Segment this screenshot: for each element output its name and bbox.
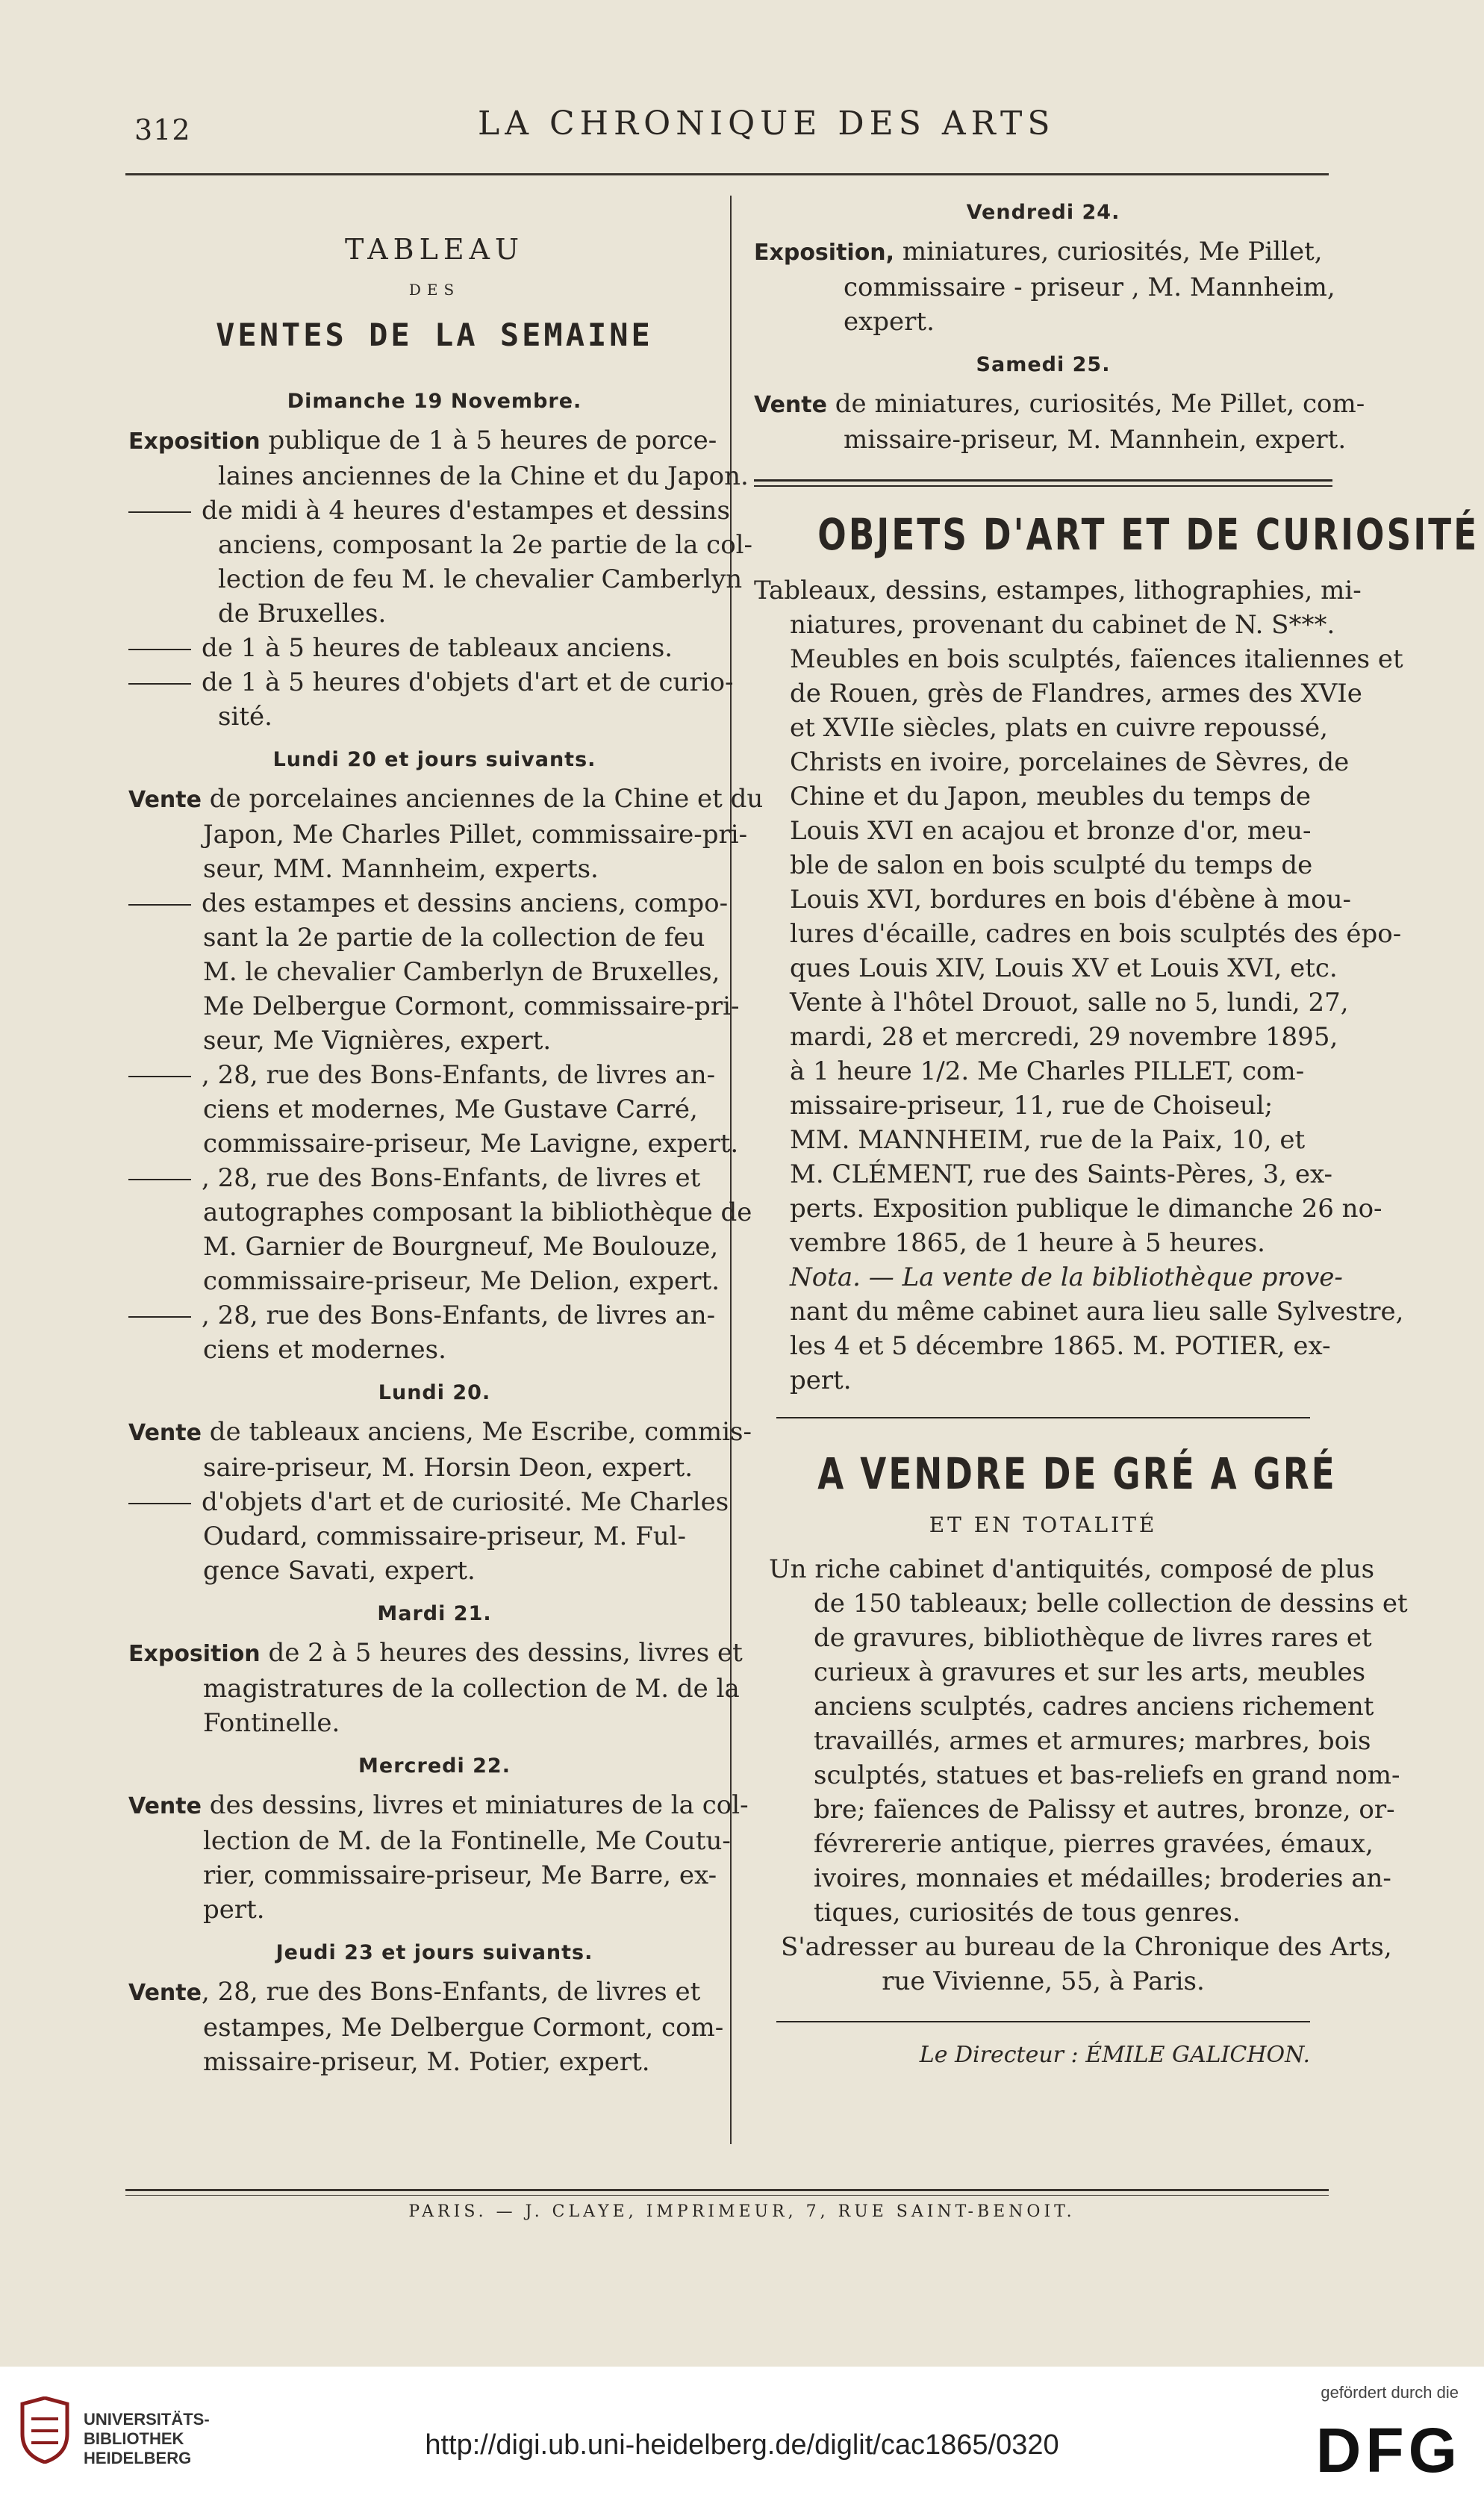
entry-line: pert. bbox=[203, 1895, 265, 1925]
entry-line: gence Savati, expert. bbox=[203, 1556, 476, 1586]
running-header bbox=[90, 99, 1329, 151]
day-heading: Lundi 20 et jours suivants. bbox=[272, 748, 596, 771]
ditto-dash bbox=[128, 904, 191, 906]
library-footer-bar bbox=[0, 2367, 1484, 2498]
entry-line: Japon, Me Charles Pillet, commissaire-pri- bbox=[203, 820, 748, 850]
entry-line: lection de feu M. le chevalier Camberlyn bbox=[218, 564, 743, 594]
entry-line: Exposition, miniatures, curiosités, Me Pillet, bbox=[754, 237, 1323, 267]
day-heading: Mercredi 22. bbox=[358, 1754, 511, 1778]
body-line: pert. bbox=[790, 1365, 852, 1395]
entry-line: commissaire-priseur, Me Lavigne, expert. bbox=[203, 1129, 739, 1159]
entry-label: Vente bbox=[754, 392, 827, 418]
entry-line: Vente de tableaux anciens, Me Escribe, commis- bbox=[128, 1417, 752, 1447]
dfg-logo: DFG bbox=[1315, 2415, 1462, 2485]
printer-imprint: PARIS. — J. CLAYE, IMPRIMEUR, 7, RUE SAINT-BENOIT. bbox=[408, 2202, 1076, 2221]
entry-line: Vente des dessins, livres et miniatures de la col- bbox=[128, 1790, 749, 1820]
body-line: Louis XVI en acajou et bronze d'or, meu- bbox=[790, 816, 1312, 846]
footer-rule-thin bbox=[125, 2195, 1329, 2196]
body-line: M. CLÉMENT, rue des Saints-Pères, 3, ex- bbox=[790, 1159, 1333, 1189]
body-line: MM. MANNHEIM, rue de la Paix, 10, et bbox=[790, 1125, 1306, 1155]
entry-line: ciens et modernes, Me Gustave Carré, bbox=[203, 1094, 698, 1124]
entry-line: Me Delbergue Cormont, commissaire-pri- bbox=[203, 991, 740, 1021]
body-line: niatures, provenant du cabinet de N. S***. bbox=[790, 610, 1335, 640]
body-line: Louis XVI, bordures en bois d'ébène à mou- bbox=[790, 885, 1351, 915]
body-line: et XVIIe siècles, plats en cuivre repoussé, bbox=[790, 713, 1328, 743]
left-column bbox=[128, 187, 764, 2079]
entry-label: Exposition bbox=[128, 429, 261, 455]
entry-line: , 28, rue des Bons-Enfants, de livres an- bbox=[128, 1298, 741, 1333]
entry-line: missaire-priseur, M. Mannhein, expert. bbox=[844, 425, 1347, 455]
entry-line: saire-priseur, M. Horsin Deon, expert. bbox=[203, 1453, 693, 1483]
ditto-dash bbox=[128, 1076, 191, 1077]
entry-line: M. le chevalier Camberlyn de Bruxelles, bbox=[203, 957, 720, 987]
entry-line: de Bruxelles. bbox=[218, 599, 387, 629]
body-line: ble de salon en bois sculpté du temps de bbox=[790, 850, 1313, 880]
ditto-dash bbox=[128, 1316, 191, 1318]
entry-line: de midi à 4 heures d'estampes et dessins bbox=[128, 493, 741, 528]
body-line: missaire-priseur, 11, rue de Choiseul; bbox=[790, 1091, 1273, 1121]
entry-label: Vente bbox=[128, 787, 202, 813]
entry-label: Exposition bbox=[128, 1641, 261, 1667]
section-title-ventes: VENTES DE LA SEMAINE bbox=[216, 317, 653, 353]
day-heading: Samedi 25. bbox=[976, 353, 1111, 376]
ditto-dash bbox=[128, 511, 191, 513]
subheading-totalite: ET EN TOTALITÉ bbox=[929, 1513, 1158, 1537]
body-line: rue Vivienne, 55, à Paris. bbox=[882, 1966, 1205, 1996]
library-name: UNIVERSITÄTS- BIBLIOTHEK HEIDELBERG bbox=[84, 2410, 210, 2467]
entry-line: commissaire-priseur, Me Delion, expert. bbox=[203, 1266, 720, 1296]
body-line: Tableaux, dessins, estampes, lithographies, mi- bbox=[754, 576, 1362, 605]
day-heading: Lundi 20. bbox=[378, 1381, 491, 1404]
ditto-dash bbox=[128, 1503, 191, 1504]
body-line: mardi, 28 et mercredi, 29 novembre 1895, bbox=[790, 1022, 1338, 1052]
body-line: nant du même cabinet aura lieu salle Sylvestre, bbox=[790, 1297, 1404, 1327]
entry-line: des estampes et dessins anciens, compo- bbox=[128, 886, 741, 921]
body-line: Vente à l'hôtel Drouot, salle no 5, lundi, 27, bbox=[790, 988, 1349, 1018]
entry-line: Exposition de 2 à 5 heures des dessins, livres et bbox=[128, 1638, 743, 1668]
permalink-url[interactable]: http://digi.ub.uni-heidelberg.de/diglit/cac1865/0320 bbox=[425, 2429, 1059, 2461]
director-signature: Le Directeur : ÉMILE GALICHON. bbox=[919, 2042, 1310, 2068]
body-line: tiques, curiosités de tous genres. bbox=[814, 1898, 1241, 1928]
entry-line: M. Garnier de Bourgneuf, Me Boulouze, bbox=[203, 1232, 719, 1262]
entry-label: Vente bbox=[128, 1980, 202, 2006]
body-line: curieux à gravures et sur les arts, meubles bbox=[814, 1657, 1366, 1687]
entry-line: Oudard, commissaire-priseur, M. Ful- bbox=[203, 1521, 686, 1551]
section-title-tableau: TABLEAU bbox=[344, 233, 525, 266]
entry-line: de 1 à 5 heures d'objets d'art et de curio- bbox=[128, 665, 741, 700]
body-line: les 4 et 5 décembre 1865. M. POTIER, ex- bbox=[790, 1331, 1331, 1361]
body-line: travaillés, armes et armures; marbres, bois bbox=[814, 1726, 1371, 1756]
body-line: févrererie antique, pierres gravées, émaux, bbox=[814, 1829, 1374, 1859]
day-heading: Jeudi 23 et jours suivants. bbox=[275, 1941, 593, 1964]
ditto-dash bbox=[128, 1179, 191, 1180]
entry-line: commissaire - priseur , M. Mannheim, bbox=[844, 272, 1335, 302]
body-line: Christs en ivoire, porcelaines de Sèvres, de bbox=[790, 747, 1350, 777]
entry-line: d'objets d'art et de curiosité. Me Charles bbox=[128, 1485, 741, 1519]
entry-line: sité. bbox=[218, 702, 272, 732]
body-line: Un riche cabinet d'antiquités, composé de plus bbox=[769, 1554, 1375, 1584]
ditto-dash bbox=[128, 649, 191, 650]
body-line: anciens sculptés, cadres anciens richement bbox=[814, 1692, 1374, 1722]
day-heading: Mardi 21. bbox=[377, 1602, 492, 1625]
heading-a-vendre: A VENDRE DE GRÉ A GRÉ bbox=[817, 1448, 1337, 1499]
footer-rule bbox=[125, 2189, 1329, 2191]
entry-line: expert. bbox=[844, 307, 935, 337]
entry-line: laines anciennes de la Chine et du Japon. bbox=[218, 461, 749, 491]
entry-line: anciens, composant la 2e partie de la col- bbox=[218, 530, 753, 560]
right-column bbox=[754, 187, 1480, 2068]
entry-label: Vente bbox=[128, 1793, 202, 1819]
entry-line: lection de M. de la Fontinelle, Me Coutu- bbox=[203, 1826, 731, 1856]
body-line: de gravures, bibliothèque de livres rares et bbox=[814, 1623, 1372, 1653]
body-line: vembre 1865, de 1 heure à 5 heures. bbox=[790, 1228, 1265, 1258]
entry-line: missaire-priseur, M. Potier, expert. bbox=[203, 2047, 650, 2077]
body-line: de 150 tableaux; belle collection de dessins et bbox=[814, 1589, 1408, 1619]
entry-line: rier, commissaire-priseur, Me Barre, ex- bbox=[203, 1860, 717, 1890]
entry-line: Vente de miniatures, curiosités, Me Pillet, com- bbox=[754, 389, 1365, 419]
body-line: Nota. — La vente de la bibliothèque prove- bbox=[790, 1262, 1343, 1292]
header-rule bbox=[125, 173, 1329, 175]
entry-line: , 28, rue des Bons-Enfants, de livres et bbox=[128, 1161, 741, 1195]
body-line: à 1 heure 1/2. Me Charles PILLET, com- bbox=[790, 1056, 1305, 1086]
section-title-des: DES bbox=[408, 281, 461, 299]
entry-line: Exposition publique de 1 à 5 heures de porce- bbox=[128, 426, 717, 455]
entry-label: Exposition, bbox=[754, 240, 895, 266]
heading-objets-art: OBJETS D'ART ET DE CURIOSITÉ bbox=[817, 509, 1480, 560]
day-heading: Dimanche 19 Novembre. bbox=[287, 390, 582, 413]
entry-line: estampes, Me Delbergue Cormont, com- bbox=[203, 2013, 724, 2043]
entry-line: Vente de porcelaines anciennes de la Chine et du bbox=[128, 784, 764, 814]
body-line: lures d'écaille, cadres en bois sculptés des épo- bbox=[790, 919, 1402, 949]
entry-label: Vente bbox=[128, 1420, 202, 1446]
body-line: ques Louis XIV, Louis XV et Louis XVI, etc. bbox=[790, 953, 1338, 983]
entry-line: sant la 2e partie de la collection de feu bbox=[203, 923, 705, 953]
entry-line: autographes composant la bibliothèque de bbox=[203, 1197, 752, 1227]
body-line: sculptés, statues et bas-reliefs en grand nom- bbox=[814, 1760, 1400, 1790]
funding-note: gefördert durch die bbox=[1321, 2383, 1459, 2402]
ditto-dash bbox=[128, 683, 191, 685]
entry-line: de 1 à 5 heures de tableaux anciens. bbox=[128, 631, 741, 665]
body-line: Chine et du Japon, meubles du temps de bbox=[790, 782, 1311, 812]
entry-line: magistratures de la collection de M. de la bbox=[203, 1674, 740, 1704]
journal-title: LA CHRONIQUE DES ARTS bbox=[478, 105, 1056, 143]
page-number: 312 bbox=[134, 113, 191, 146]
body-line: bre; faïences de Palissy et autres, bronze, or- bbox=[814, 1795, 1395, 1825]
entry-line: Fontinelle. bbox=[203, 1708, 340, 1738]
entry-line: seur, MM. Mannheim, experts. bbox=[203, 854, 599, 884]
body-line: perts. Exposition publique le dimanche 26 no- bbox=[790, 1194, 1382, 1224]
day-heading: Vendredi 24. bbox=[966, 201, 1120, 224]
entry-line: seur, Me Vignières, expert. bbox=[203, 1026, 552, 1056]
entry-line: Vente, 28, rue des Bons-Enfants, de livres et bbox=[128, 1977, 701, 2007]
entry-line: , 28, rue des Bons-Enfants, de livres an- bbox=[128, 1058, 741, 1092]
body-line: ivoires, monnaies et médailles; broderies an- bbox=[814, 1863, 1391, 1893]
body-line: de Rouen, grès de Flandres, armes des XVIe bbox=[790, 679, 1362, 708]
entry-line: ciens et modernes. bbox=[203, 1335, 446, 1365]
body-line: S'adresser au bureau de la Chronique des Arts, bbox=[781, 1932, 1392, 1962]
body-line: Meubles en bois sculptés, faïences italiennes et bbox=[790, 644, 1403, 674]
